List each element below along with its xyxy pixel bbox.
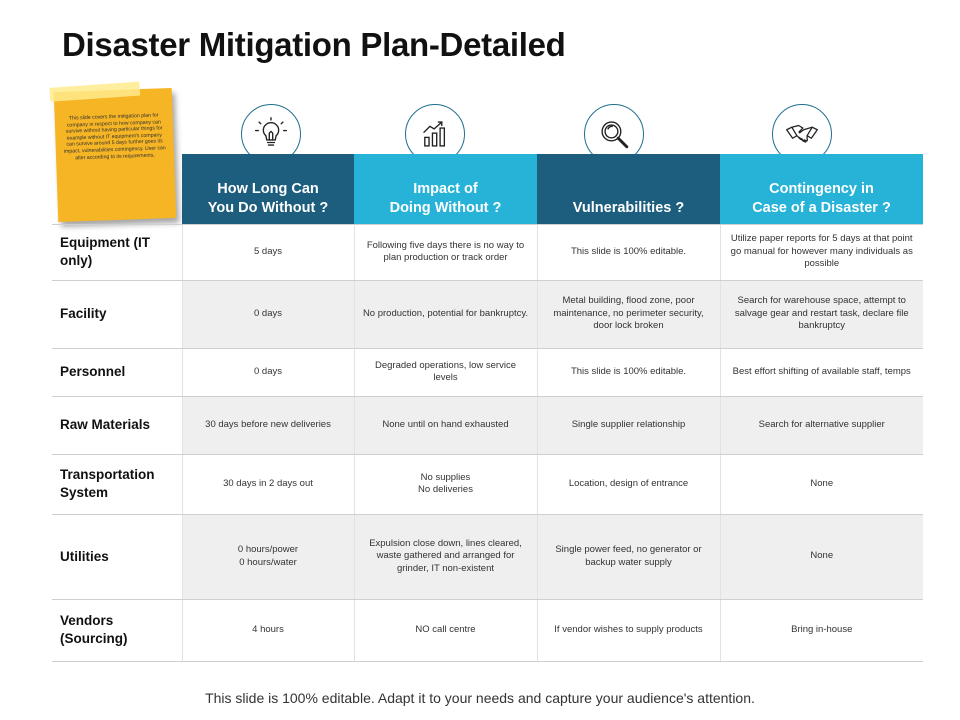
- table-cell: 5 days: [182, 224, 354, 280]
- table-row: [52, 396, 923, 454]
- row-label: Raw Materials: [52, 396, 182, 454]
- table-cell: 4 hours: [182, 599, 354, 661]
- table-row: [52, 280, 923, 348]
- column-header: Vulnerabilities ?: [537, 154, 720, 224]
- footer-note: This slide is 100% editable. Adapt it to your needs and capture your audience's attention.: [205, 690, 755, 706]
- table-cell: 30 days before new deliveries: [182, 396, 354, 454]
- table-cell: This slide is 100% editable.: [537, 348, 720, 396]
- table-header-row: [52, 154, 923, 224]
- table-cell: No supplies No deliveries: [354, 454, 537, 514]
- row-label: Personnel: [52, 348, 182, 396]
- table-cell: Following five days there is no way to plan production or track order: [354, 224, 537, 280]
- row-label: Facility: [52, 280, 182, 348]
- table-cell: 0 hours/power 0 hours/water: [182, 514, 354, 599]
- table-row: [52, 224, 923, 280]
- table-cell: Search for alternative supplier: [720, 396, 923, 454]
- header-blank: [52, 154, 182, 224]
- sticky-note-text: This slide covers the mitigation plan for company in respect to how company can survive without having particular things for example without IT equipment's company can survive around 5 days further goes its impact, vulnerabilities contingency. User can alter according to its requirements.: [63, 112, 166, 161]
- table-cell: NO call centre: [354, 599, 537, 661]
- table-cell: Best effort shifting of available staff, temps: [720, 348, 923, 396]
- table-cell: None: [720, 454, 923, 514]
- table-cell: Metal building, flood zone, poor maintenance, no perimeter security, door lock broken: [537, 280, 720, 348]
- mitigation-table: [52, 154, 923, 662]
- column-header: Impact of Doing Without ?: [354, 154, 537, 224]
- table-cell: Single power feed, no generator or backup water supply: [537, 514, 720, 599]
- table-cell: 0 days: [182, 348, 354, 396]
- table-row: [52, 599, 923, 661]
- table-cell: None until on hand exhausted: [354, 396, 537, 454]
- table-cell: None: [720, 514, 923, 599]
- table-cell: 0 days: [182, 280, 354, 348]
- table-cell: Degraded operations, low service levels: [354, 348, 537, 396]
- column-header: Contingency in Case of a Disaster ?: [720, 154, 923, 224]
- table-cell: Location, design of entrance: [537, 454, 720, 514]
- row-label: Vendors (Sourcing): [52, 599, 182, 661]
- row-label: Transportation System: [52, 454, 182, 514]
- table-cell: If vendor wishes to supply products: [537, 599, 720, 661]
- table-cell: Search for warehouse space, attempt to salvage gear and restart task, declare file bankruptcy: [720, 280, 923, 348]
- table-row: [52, 454, 923, 514]
- row-label: Utilities: [52, 514, 182, 599]
- column-header: How Long Can You Do Without ?: [182, 154, 354, 224]
- table-cell: This slide is 100% editable.: [537, 224, 720, 280]
- row-label: Equipment (IT only): [52, 224, 182, 280]
- table-cell: Single supplier relationship: [537, 396, 720, 454]
- page-title: Disaster Mitigation Plan-Detailed: [62, 26, 566, 63]
- table-cell: No production, potential for bankruptcy.: [354, 280, 537, 348]
- table-cell: Bring in-house: [720, 599, 923, 661]
- table-cell: 30 days in 2 days out: [182, 454, 354, 514]
- table-cell: Utilize paper reports for 5 days at that point go manual for however many individuals as possible: [720, 224, 923, 280]
- table-cell: Expulsion close down, lines cleared, waste gathered and arranged for grinder, IT non-existent: [354, 514, 537, 599]
- table-row: [52, 348, 923, 396]
- table-row: [52, 514, 923, 599]
